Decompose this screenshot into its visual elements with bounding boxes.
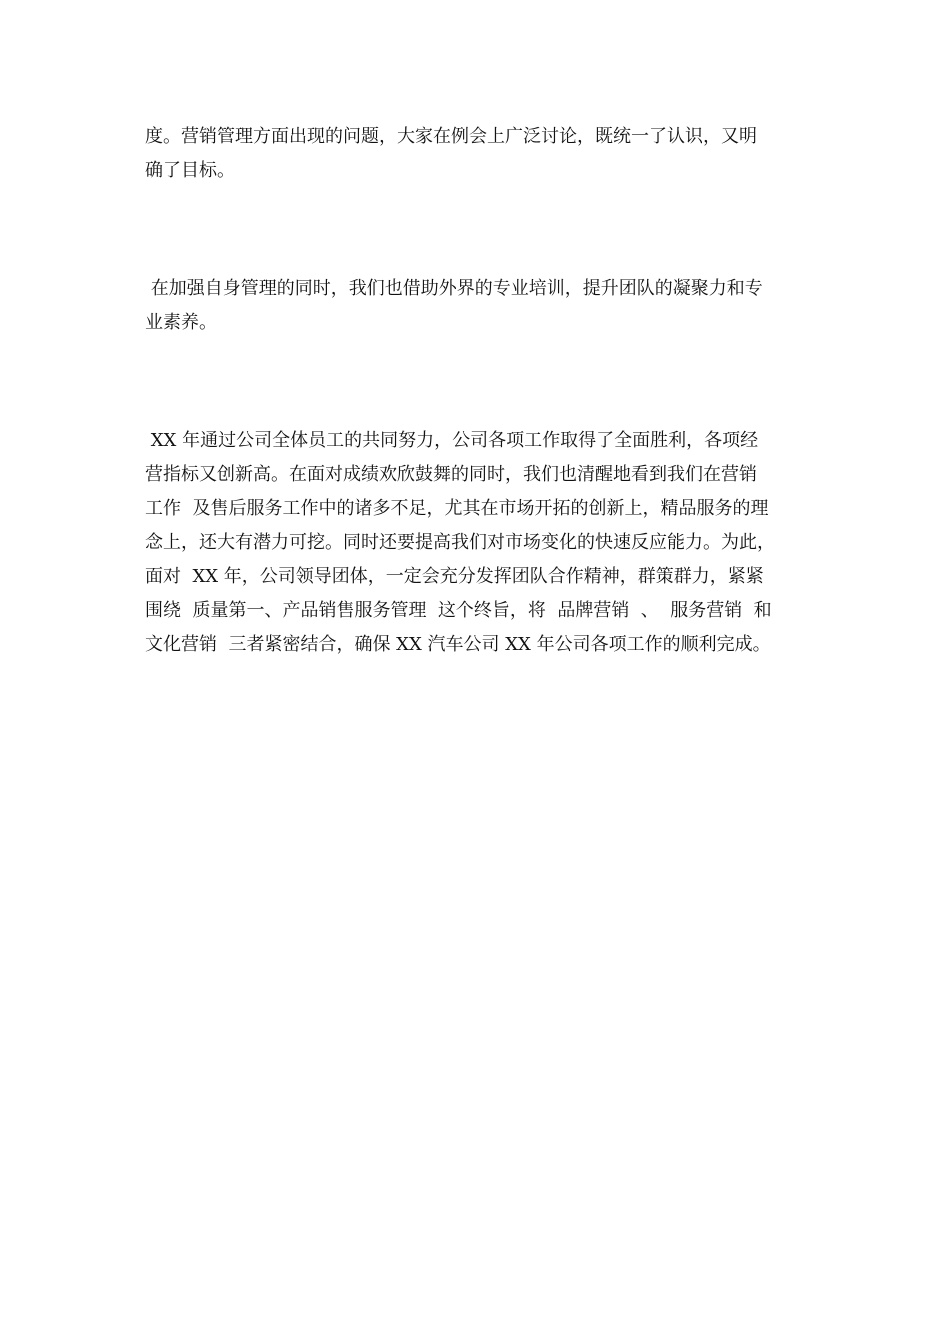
paragraph-line: 面对 XX 年，公司领导团体，一定会充分发挥团队合作精神，群策群力，紧紧 bbox=[145, 566, 764, 587]
paragraph-line: 工作 及售后服务工作中的诸多不足，尤其在市场开拓的创新上，精品服务的理 bbox=[145, 498, 769, 519]
paragraph-3 bbox=[145, 424, 810, 662]
paragraph-line: 业素养。 bbox=[145, 312, 217, 333]
paragraph-line: 营指标又创新高。在面对成绩欢欣鼓舞的同时，我们也清醒地看到我们在营销 bbox=[145, 464, 757, 485]
document-body bbox=[145, 120, 810, 662]
paragraph-line: 围绕 质量第一、产品销售服务管理 这个终旨，将 品牌营销 、 服务营销 和 bbox=[145, 600, 772, 621]
paragraph-1 bbox=[145, 120, 810, 188]
paragraph-line: 念上，还大有潜力可挖。同时还要提高我们对市场变化的快速反应能力。为此， bbox=[145, 532, 775, 553]
paragraph-line: XX 年通过公司全体员工的共同努力，公司各项工作取得了全面胜利，各项经 bbox=[145, 430, 759, 451]
paragraph-line: 在加强自身管理的同时，我们也借助外界的专业培训，提升团队的凝聚力和专 bbox=[145, 278, 763, 299]
paragraph-spacer bbox=[145, 188, 810, 272]
paragraph-line: 确了目标。 bbox=[145, 160, 235, 181]
paragraph-line: 度。营销管理方面出现的问题，大家在例会上广泛讨论，既统一了认识，又明 bbox=[145, 126, 757, 147]
paragraph-spacer bbox=[145, 340, 810, 424]
paragraph-2 bbox=[145, 272, 810, 340]
paragraph-line: 文化营销 三者紧密结合，确保 XX 汽车公司 XX 年公司各项工作的顺利完成。 bbox=[145, 634, 771, 655]
